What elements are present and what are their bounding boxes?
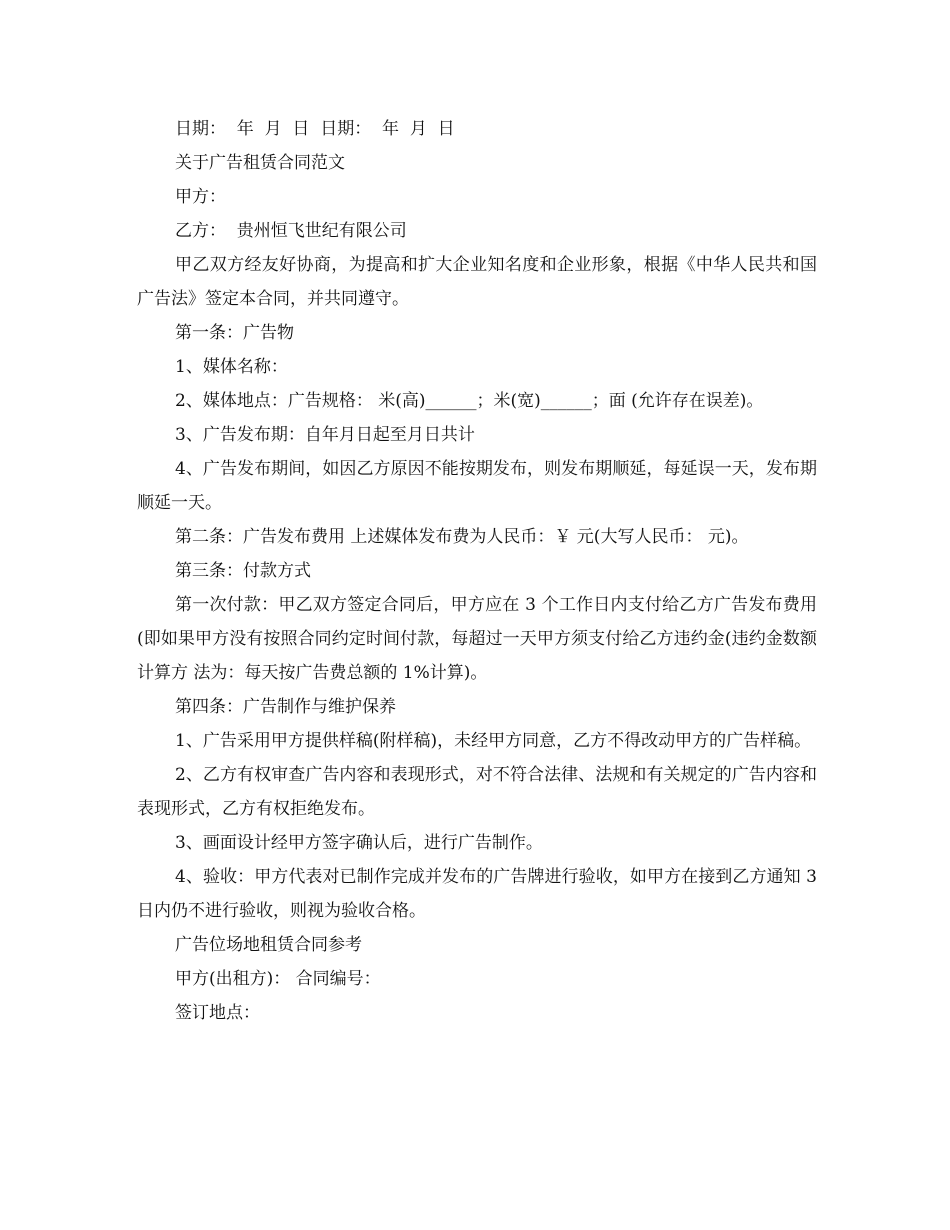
- party-b-line: 乙方： 贵州恒飞世纪有限公司: [175, 221, 407, 241]
- article-1-heading: 第一条：广告物: [175, 323, 294, 343]
- article-4-item-2: 2、乙方有权审查广告内容和表现形式，对不符合法律、法规和有关规定的广告内容和表现形式，乙方有权拒绝发布。: [137, 765, 817, 819]
- date-line: 日期： 年 月 日 日期： 年 月 日: [175, 119, 455, 139]
- article-1-item-2: 2、媒体地点：广告规格： 米(高)______；米(宽)______；面 (允许存在误差)。: [175, 391, 764, 411]
- article-1-item-4: 4、广告发布期间，如因乙方原因不能按期发布，则发布期顺延，每延误一天，发布期顺延一天。: [137, 459, 817, 513]
- article-4-heading: 第四条：广告制作与维护保养: [175, 697, 396, 717]
- article-2-heading: 第二条：广告发布费用 上述媒体发布费为人民币：￥ 元(大写人民币： 元)。: [175, 527, 749, 547]
- document-page: [137, 112, 817, 1030]
- reference-title: 广告位场地租赁合同参考: [175, 935, 362, 955]
- signing-place-line: 签订地点：: [175, 1003, 260, 1023]
- first-payment-paragraph: 第一次付款：甲乙双方签定合同后，甲方应在 3 个工作日内支付给乙方广告发布费用(即如果甲方没有按照合同约定时间付款，每超过一天甲方须支付给乙方违约金(违约金数额计算方 法为：每天按广告费总额的 1%计算)。: [137, 595, 817, 683]
- article-4-item-4: 4、验收：甲方代表对已制作完成并发布的广告牌进行验收，如甲方在接到乙方通知 3 日内仍不进行验收，则视为验收合格。: [137, 867, 817, 921]
- article-1-item-1: 1、媒体名称：: [175, 357, 288, 377]
- article-4-item-1: 1、广告采用甲方提供样稿(附样稿)，未经甲方同意，乙方不得改动甲方的广告样稿。: [175, 731, 812, 751]
- article-4-item-3: 3、画面设计经甲方签字确认后，进行广告制作。: [175, 833, 543, 853]
- lessor-line: 甲方(出租方)： 合同编号：: [175, 969, 381, 989]
- article-1-item-3: 3、广告发布期：自年月日起至月日共计: [175, 425, 475, 445]
- document-title: 关于广告租赁合同范文: [175, 153, 345, 173]
- intro-paragraph: 甲乙双方经友好协商，为提高和扩大企业知名度和企业形象，根据《中华人民共和国广告法》签定本合同，并共同遵守。: [137, 255, 817, 309]
- party-a-line: 甲方：: [175, 187, 226, 207]
- article-3-heading: 第三条：付款方式: [175, 561, 311, 581]
